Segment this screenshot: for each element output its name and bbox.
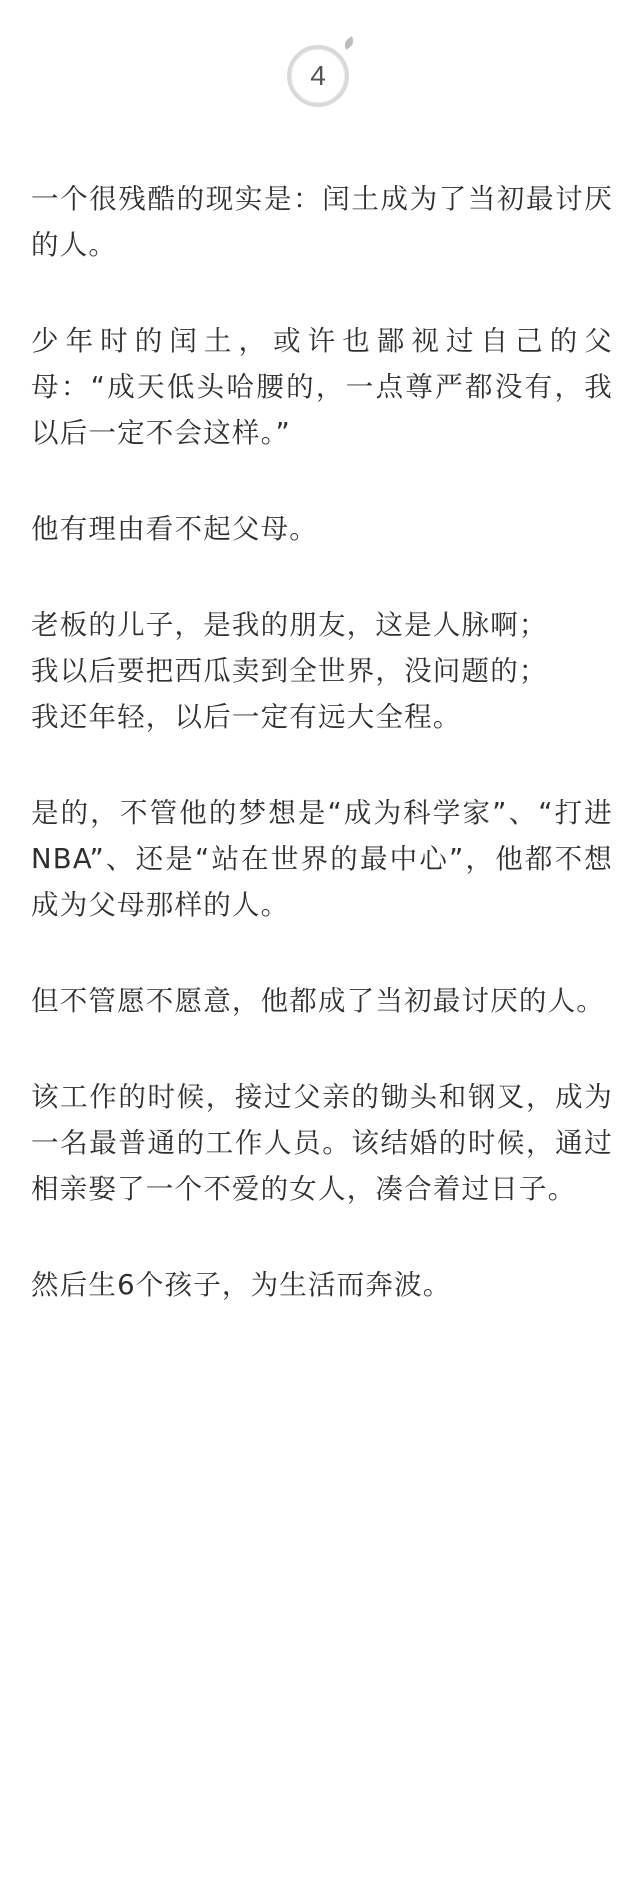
paragraph: 我以后要把西瓜卖到全世界，没问题的；	[31, 655, 548, 687]
paragraph: 少年时的闰土，或许也鄙视过自己的父母：“成天低头哈腰的，一点尊严都没有，我以后一定不会这样。”	[31, 325, 613, 449]
paragraph: 老板的儿子，是我的朋友，这是人脉啊；	[31, 609, 548, 641]
paragraph: 我还年轻，以后一定有远大全程。	[31, 701, 462, 733]
paragraph: 该工作的时候，接过父亲的锄头和钢叉，成为一名最普通的工作人员。该结婚的时候，通过相亲娶了一个不爱的女人，凑合着过日子。	[31, 1081, 613, 1205]
leaf-icon	[342, 36, 356, 49]
paragraph: 一个很残酷的现实是：闰土成为了当初最讨厌的人。	[31, 183, 613, 261]
article-body	[31, 176, 613, 1358]
paragraph: 是的，不管他的梦想是“成为科学家”、“打进NBA”、还是“站在世界的最中心”，他都不想成为父母那样的人。	[31, 797, 613, 921]
paragraph: 然后生6个孩子，为生活而奔波。	[31, 1269, 452, 1301]
paragraph: 他有理由看不起父母。	[31, 513, 318, 545]
paragraph: 但不管愿不愿意，他都成了当初最讨厌的人。	[31, 985, 605, 1017]
section-number: 4	[287, 45, 349, 107]
section-number-badge	[287, 39, 359, 111]
